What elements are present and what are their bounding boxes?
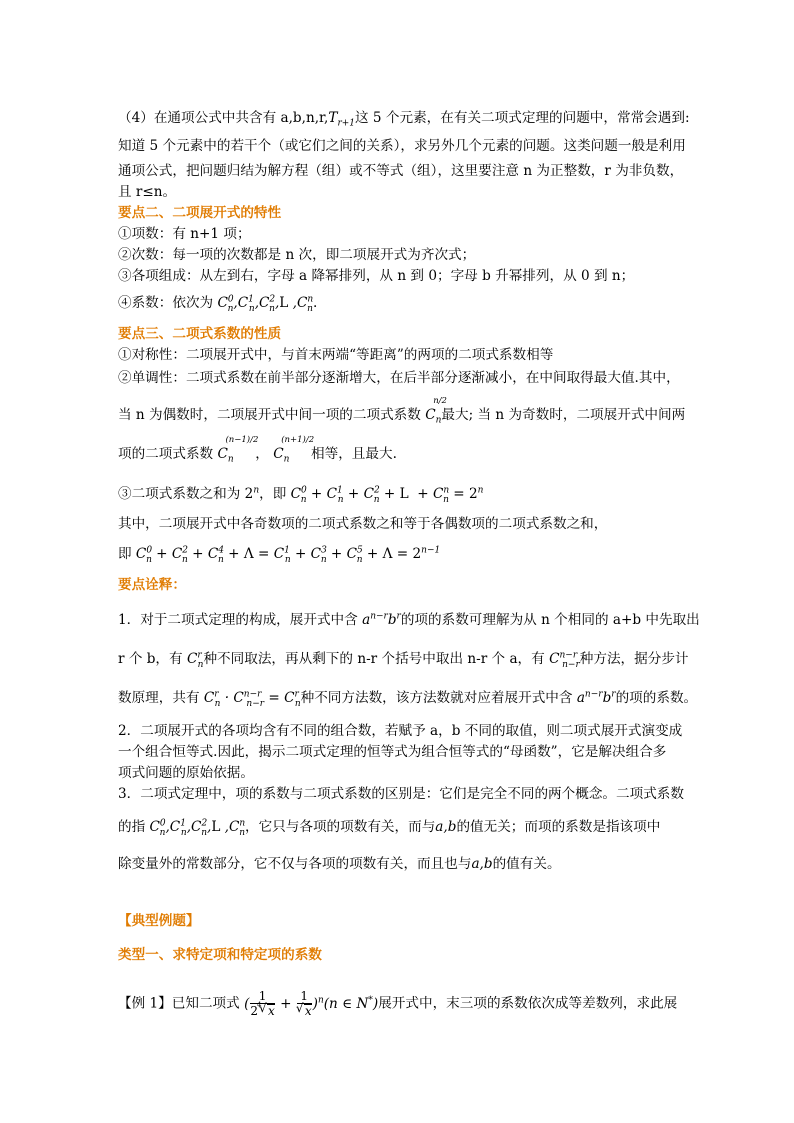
section-4-heading: 要点诠释：: [118, 577, 186, 593]
odd-even-identity: $C^0_n + C^2_n + C^4_n + \Lambda = C^1_n + C^3_n + C^5_n + \Lambda = 2^{n-1}$: [135, 545, 441, 565]
note-2-line-3: 项式问题的原始依据。: [118, 765, 254, 781]
term-a-b: $a^{n-r}b^r$: [362, 611, 401, 628]
paragraph-4-line-3: 通项公式，把问题归结为解方程（组）或不等式（组），这里要注意 n 为正整数，r 为非负数，: [118, 163, 684, 179]
example-1-expression: ( $\frac{1}{2√ x} 4$ + 1 √ x )$^n$(n ∈ N*): [244, 996, 378, 1012]
sum-2n: 2$^n$: [244, 485, 260, 502]
middle-coefficient-odd-1: $C_n$ (n−1)/2: [217, 435, 259, 465]
combination-c-n-r-n-r: $C^{n-r}_{n-r}$: [549, 650, 580, 670]
type-1-heading: 类型一、求特定项和特定项的系数: [118, 947, 322, 963]
section-2-item-2: ②次数：每一项的次数都是 n 次，即二项展开式为齐次式；: [118, 247, 476, 263]
note-2-line-1: 2．二项展开式的各项均含有不同的组合数，若赋予 a，b 不同的取值，则二项式展开式演变成: [118, 723, 683, 739]
var-a-b-2: a,b: [471, 856, 493, 872]
sum-identity: $C^0_n + C^1_n + C^2_n + L + C^n_n = 2^n$: [290, 485, 484, 505]
section-3-item-1: ①对称性：二项展开式中，与首末两端“等距离”的两项的二项式系数相等: [118, 347, 554, 363]
coefficient-sequence: $C^0_n,C^1_n,C^2_n,L$ $,C^n_n$: [217, 294, 314, 314]
middle-coefficient-odd-2: $C_n$ (n+1)/2: [273, 435, 315, 465]
section-3-heading: 要点三、二项式系数的性质: [118, 326, 282, 342]
section-3-item-2-odd: 项的二项式系数 $C_n$ (n−1)/2 ， $C_n$ (n+1)/2 相等，且最大.: [118, 435, 397, 465]
example-1-label: 【例 1】: [118, 995, 172, 1012]
note-3-line-1: 3．二项式定理中，项的系数与二项式系数的区别是：它们是完全不同的两个概念。二项式系数: [118, 786, 684, 802]
section-2-item-4: ④系数：依次为 $C^0_n,C^1_n,C^2_n,L$ $,C^n_n$.: [118, 294, 318, 314]
note-1-line-2: r 个 b，有 $C^r_n$种不同取法，再从剩下的 n-r 个括号中取出 n-r 个 a，有 $C^{n-r}_{n-r}$种方法，据分步计: [118, 650, 689, 670]
var-a-b: a,b: [435, 819, 457, 835]
binomial-coefficients: $C^0_n,C^1_n,C^2_n,L$ $,C^n_n$: [149, 818, 246, 838]
note-3-line-3: 除变量外的常数部分，它不仅与各项的项数有关，而且也与a,b的值有关。: [118, 856, 561, 872]
section-2-item-3: ③各项组成：从左到右，字母 a 降幂排列，从 n 到 0；字母 b 升幂排列，从 0 到 n；: [118, 268, 635, 284]
combination-c-n-r: $C^r_n$: [186, 650, 204, 670]
section-3-item-3-note: 其中，二项展开式中各奇数项的二项式系数之和等于各偶数项的二项式系数之和，: [118, 516, 608, 532]
section-3-item-3-identity: 即 $C^0_n + C^2_n + C^4_n + \Lambda = C^1_n + C^3_n + C^5_n + \Lambda = 2^{n-1}$: [118, 545, 441, 565]
note-1-line-1: 1．对于二项式定理的构成，展开式中含 $a^{n-r}b^r$的项的系数可理解为从 n 个相同的 a+b 中先取出: [118, 611, 700, 628]
section-2-item-1: ①项数：有 n+1 项；: [118, 226, 251, 242]
section-2-heading: 要点二、二项展开式的特性: [118, 205, 282, 221]
term-a-b-2: $a^{n-r}b^r$: [576, 689, 616, 706]
note-2-line-2: 一个组合恒等式.因此，揭示二项式定理的恒等式为组合恒等式的“母函数”，它是解决组合多: [118, 744, 667, 760]
paragraph-4-line-2: 知道 5 个元素中的若干个（或它们之间的关系），求另外几个元素的问题。这类问题一般是利用: [118, 138, 686, 154]
term-t-r1: $T_{r+1}$: [328, 110, 356, 129]
examples-heading: 【典型例题】: [118, 913, 200, 929]
section-3-item-2: ②单调性：二项式系数在前半部分逐渐增大，在后半部分逐渐减小，在中间取得最大值.其中，: [118, 370, 680, 386]
note-3-line-2: 的指 $C^0_n,C^1_n,C^2_n,L$ $,C^n_n$，它只与各项的项数有关，而与a,b的值无关；而项的系数是指该项中: [118, 818, 661, 838]
paragraph-4-line-4: 且 r≤n。: [118, 184, 177, 200]
section-3-item-3: ③二项式系数之和为 2$^n$，即 $C^0_n + C^1_n + C^2_n + L + C^n_n = 2^n$: [118, 485, 484, 505]
paragraph-4-line-1: （4）在通项公式中共含有 $a,b,n,r,T_{r+1}$这 5 个元素，在有关二项式定理的问题中，常常会遇到:: [118, 110, 690, 129]
product-identity: $C^r_n \cdot C^{n-r}_{n-r} = C^r_n$: [203, 689, 301, 709]
section-3-item-2-even: 当 n 为偶数时，二项展开式中间一项的二项式系数 $C_n$ n/2 最大; 当 n 为奇数时，二项展开式中间两: [118, 396, 686, 426]
example-1-line-1: 【例 1】已知二项式 ( $\frac{1}{2√ x} 4$ + 1 √ x )$^n$(n ∈ N*)展开式中，末三项的系数依次成等差数列，求此展: [118, 990, 677, 1018]
middle-coefficient-even: $C_n$ n/2: [425, 396, 447, 426]
note-1-line-3: 数原理，共有 $C^r_n \cdot C^{n-r}_{n-r} = C^r_n$种不同方法数，该方法数就对应着展开式中含 $a^{n-r}b^r$的项的系数。: [118, 689, 698, 709]
